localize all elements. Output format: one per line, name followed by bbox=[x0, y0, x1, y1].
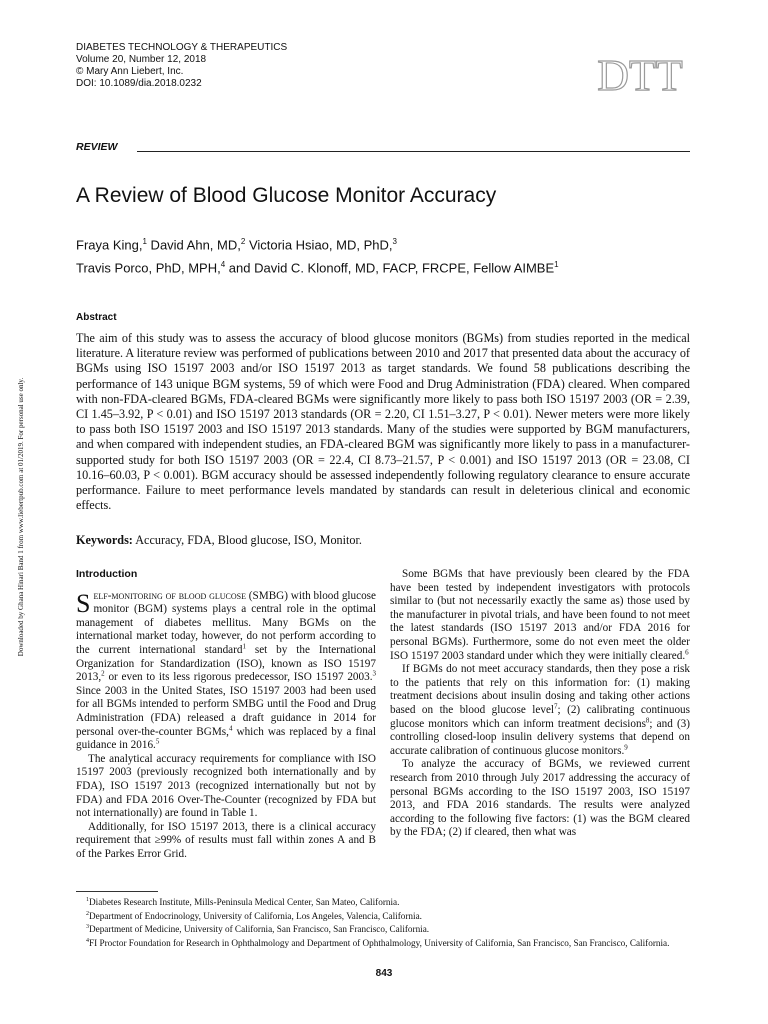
keywords bbox=[76, 533, 362, 548]
citation[interactable]: 5 bbox=[155, 737, 160, 746]
logo-text: DTT bbox=[597, 51, 683, 96]
affiliation-mark: 2 bbox=[240, 237, 246, 246]
citation[interactable]: 4 bbox=[228, 723, 233, 732]
affiliation-footnotes bbox=[76, 895, 690, 950]
citation[interactable]: 2 bbox=[101, 669, 105, 678]
drop-cap: S bbox=[76, 588, 91, 618]
intro-paragraph-2: The analytical accuracy requirements for compliance with ISO 15197 2003 (previously recognized both internationally and by FDA), ISO 15197 2013 (recognized internationally but not by FDA) and FDA 2016 Over-The-Counter (recognized by FDA but not internationally) are found in Table 1. bbox=[76, 752, 376, 820]
right-paragraph-1: Some BGMs that have previously been cleared by the FDA have been tested by independent investigators with protocols similar to (but not necessarily exactly the same as) those used by the manufacturer in pivotal trials, and have been found to not meet the latest standards (ISO 15197 2013 and/or FDA 2016 for personal BGMs). Furthermore, some do not even meet the older ISO 15197 2003 standard under which they were initially cleared.$^6$ bbox=[390, 568, 690, 662]
journal-header bbox=[76, 42, 287, 90]
intro-smallcaps: elf-monitoring of blood glucose bbox=[93, 589, 246, 602]
right-paragraph-3: To analyze the accuracy of BGMs, we reviewed current research from 2010 through July 2017 addressing the accuracy of personal BGMs according to the ISO 15197 2003, ISO 15197 2013, and FDA 2016 standards. The results were analyzed according to the following five factors: (1) was the BGM cleared by the FDA; (2) if cleared, then what was bbox=[390, 758, 690, 839]
journal-logo bbox=[592, 50, 688, 96]
right-paragraph-2: If BGMs do not meet accuracy standards, then they pose a risk to the patients that rely on this information for: (1) making treatment decisions about insulin dosing and taking other actions based on the blood glucose level$^7$; (2) calibrating continuous glucose monitors which can inform treatment decisions$^8$; and (3) controlling closed-loop insulin delivery systems that depend on accurate calibration of continuous glucose monitors.$^9$ bbox=[390, 663, 690, 757]
abstract-text: The aim of this study was to assess the accuracy of blood glucose monitors (BGMs) from studies reported in the medical literature. A literature review was performed of publications between 2010 and 2017 that presented data about the accuracy of BGMs using ISO 15197 2003 and/or ISO 15197 2013 as target standards. We found 58 publications describing the performance of 143 unique BGM systems, 59 of which were Food and Drug Administration (FDA) cleared. When compared with non-FDA-cleared BGMs, FDA-cleared BGMs were significantly more likely to pass both ISO 15197 2003 (OR = 2.39, CI 1.45–3.92, P < 0.01) and ISO 15197 2013 standards (OR = 2.20, CI 1.51–3.27, P < 0.01). Newer meters were more likely to pass both ISO 15197 2003 and ISO 15197 2013 standards. Many of the studies were supported by BGM manufacturers, and when compared with independent studies, an FDA-cleared BGM was significantly more likely to pass in a manufacturer-supported study for both ISO 15197 2003 (OR = 22.4, CI 8.73–21.57, P < 0.001) and ISO 15197 2013 (OR = 23.08, CI 10.16–60.03, P < 0.001). BGM accuracy should be assessed independently following regulatory clearance to ensure accurate performance. Failure to meet performance levels mandated by standards can result in deleterious clinical and economic effects. bbox=[76, 331, 690, 513]
journal-copyright: © Mary Ann Liebert, Inc. bbox=[76, 66, 184, 77]
journal-doi[interactable]: DOI: 10.1089/dia.2018.0232 bbox=[76, 78, 202, 89]
article-title: A Review of Blood Glucose Monitor Accuracy bbox=[76, 184, 497, 207]
author-ahn: David Ahn, MD, bbox=[146, 237, 241, 253]
journal-volume: Volume 20, Number 12, 2018 bbox=[76, 54, 207, 65]
author-porco: Travis Porco, PhD, MPH, bbox=[76, 260, 221, 276]
keywords-text: Accuracy, FDA, Blood glucose, ISO, Monitor. bbox=[132, 533, 362, 547]
intro-paragraph-3: Additionally, for ISO 15197 2013, there is a clinical accuracy requirement that ≥99% of results must fall within zones A and B of the Parkes Error Grid. bbox=[76, 820, 376, 860]
page-number: 843 bbox=[375, 968, 393, 979]
section-divider bbox=[137, 151, 690, 152]
citation[interactable]: 3 bbox=[372, 669, 376, 678]
footnote: $^3$Department of Medicine, University of California, San Francisco, San Francisco, California. bbox=[86, 924, 430, 935]
keywords-label: Keywords: bbox=[76, 533, 133, 547]
footnote: $^4$FI Proctor Foundation for Research in Ophthalmology and Department of Ophthalmology, University of California, San Francisco, San Francisco, California. bbox=[86, 937, 670, 949]
citation[interactable]: 8 bbox=[645, 715, 650, 724]
journal-name: DIABETES TECHNOLOGY & THERAPEUTICS bbox=[76, 42, 288, 53]
author-list bbox=[76, 232, 559, 279]
download-notice bbox=[16, 332, 26, 702]
intro-paragraph-1: Self-monitoring of blood glucose (SMBG) with blood glucose monitor (BGM) systems plays a central role in the optimal management of diabetes mellitus. Many BGMs on the international market today, however, do not perform according to the current international standard$^1$ set by the International Organization for Standardization (ISO), known as ISO 15197 2013,$^2$ or even to its less rigorous predecessor, ISO 15197 2003.$^3$ Since 2003 in the United States, ISO 15197 2003 had been used for all BGMs intended to perform SMBG until the Food and Drug Administration (FDA) released a draft guidance in 2014 for personal over-the-counter BGMs,$^4$ which was replaced by a final guidance in 2016.$^5$ bbox=[76, 588, 376, 752]
author-klonoff: and David C. Klonoff, MD, FACP, FRCPE, Fellow AIMBE bbox=[225, 260, 555, 276]
column-right bbox=[390, 568, 690, 840]
author-line-1 bbox=[76, 232, 559, 255]
download-notice-text: Downloaded by Ghana Hinari Band 1 from www.liebertpub.com at 01/2019. For personal use only. bbox=[17, 377, 25, 657]
citation[interactable]: 7 bbox=[554, 702, 558, 711]
abstract-heading: Abstract bbox=[76, 312, 117, 323]
affiliation-mark: 1 bbox=[142, 237, 147, 246]
citation[interactable]: 9 bbox=[624, 742, 628, 751]
author-line-2 bbox=[76, 255, 559, 278]
author-king: Fraya King, bbox=[76, 237, 143, 253]
footnote: $^2$Department of Endocrinology, University of California, Los Angeles, Valencia, California. bbox=[86, 910, 422, 921]
affiliation-mark: 1 bbox=[554, 260, 559, 270]
column-left bbox=[76, 568, 376, 861]
footnote: $^1$Diabetes Research Institute, Mills-Peninsula Medical Center, San Mateo, California. bbox=[86, 897, 400, 908]
citation[interactable]: 6 bbox=[685, 647, 689, 656]
footnote-divider bbox=[76, 891, 158, 892]
intro-heading: Introduction bbox=[76, 568, 138, 580]
affiliation-mark: 3 bbox=[392, 237, 397, 246]
citation[interactable]: 1 bbox=[242, 642, 246, 651]
author-hsiao: Victoria Hsiao, MD, PhD, bbox=[245, 237, 393, 253]
affiliation-mark: 4 bbox=[220, 260, 226, 270]
section-tag: REVIEW bbox=[76, 141, 118, 153]
